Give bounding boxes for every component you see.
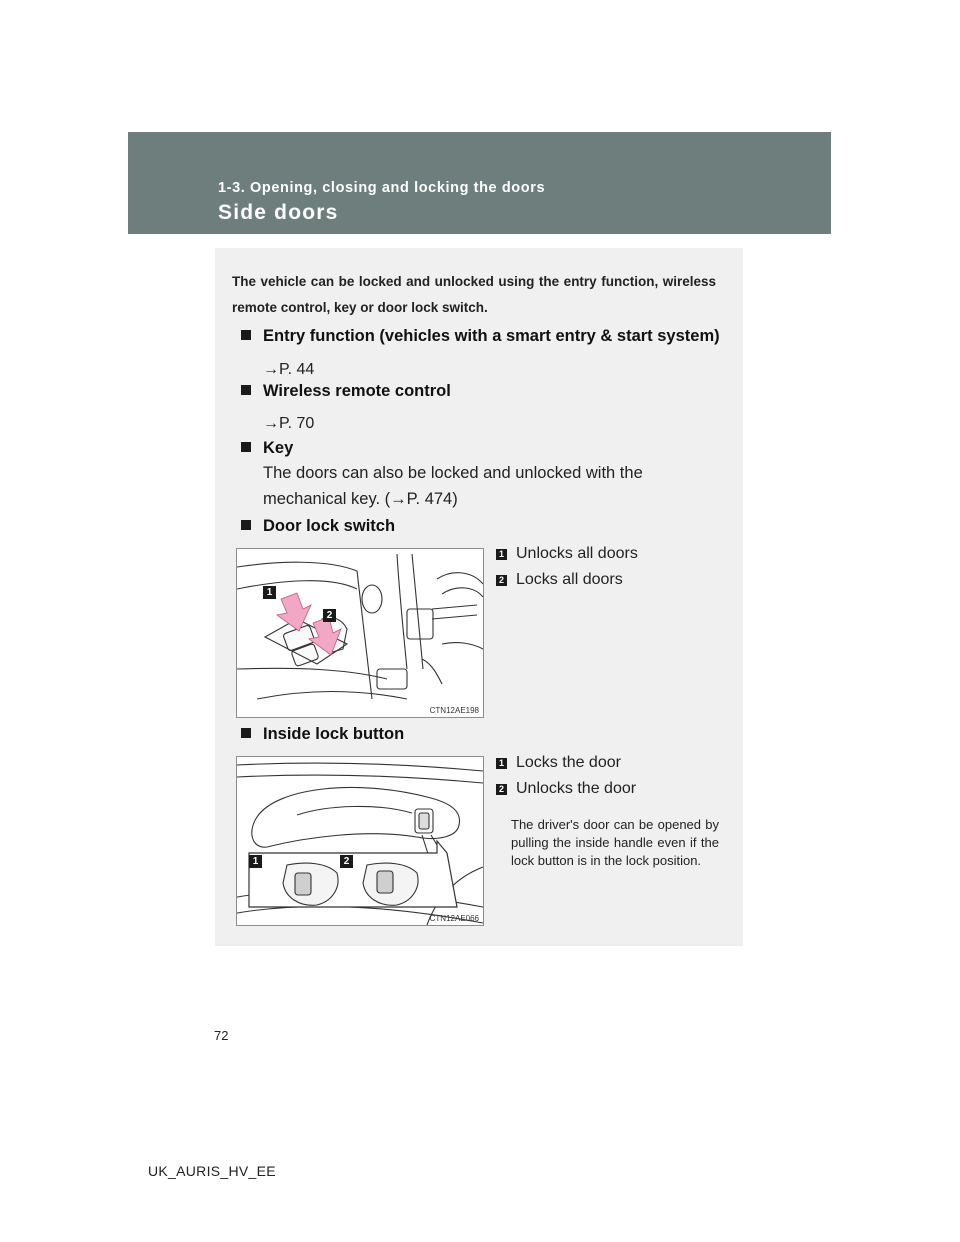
figure-code: CTN12AE066: [429, 914, 479, 923]
figure-label-2: 2: [340, 855, 353, 868]
ref-wireless-remote[interactable]: →P. 70: [263, 415, 315, 432]
legend-unlocks-all-doors: 1 Unlocks all doors: [496, 544, 638, 564]
legend-unlocks-the-door: 2 Unlocks the door: [496, 779, 636, 799]
square-bullet-icon: [241, 442, 251, 452]
page-number: 72: [214, 1028, 229, 1043]
figure-label-1: 1: [263, 586, 276, 599]
figure-label-1: 1: [249, 855, 262, 868]
square-bullet-icon: [241, 520, 251, 530]
square-bullet-icon: [241, 385, 251, 395]
document-code: UK_AURIS_HV_EE: [148, 1163, 276, 1179]
inside-lock-button-illustration: [237, 757, 483, 925]
section-title: 1-3. Opening, closing and locking the doors: [218, 180, 546, 196]
heading-door-lock-switch: Door lock switch: [241, 516, 395, 536]
heading-entry-function: Entry function (vehicles with a smart entry & start system): [241, 326, 720, 346]
drivers-door-note: The driver's door can be opened by pulling the inside handle even if the lock button is in the lock position.: [511, 817, 719, 868]
legend-locks-the-door: 1 Locks the door: [496, 753, 621, 773]
figure-label-2: 2: [323, 609, 336, 622]
intro-text: The vehicle can be locked and unlocked using the entry function, wireless remote control, key or door lock switch.: [232, 274, 716, 315]
content-panel: [215, 248, 743, 946]
square-bullet-icon: [241, 330, 251, 340]
inside-lock-button-figure: [236, 756, 484, 926]
heading-key: Key: [241, 438, 293, 458]
key-description: The doors can also be locked and unlocked with the mechanical key. (→P. 474): [263, 464, 643, 508]
page-title: Side doors: [218, 201, 339, 224]
page-header: [128, 132, 831, 234]
door-lock-switch-figure: [236, 548, 484, 718]
heading-wireless-remote: Wireless remote control: [241, 381, 451, 401]
legend-locks-all-doors: 2 Locks all doors: [496, 570, 623, 590]
heading-inside-lock-button: Inside lock button: [241, 724, 404, 744]
ref-entry-function[interactable]: →P. 44: [263, 361, 315, 378]
door-lock-switch-illustration: [237, 549, 483, 717]
square-bullet-icon: [241, 728, 251, 738]
figure-code: CTN12AE198: [429, 706, 479, 715]
